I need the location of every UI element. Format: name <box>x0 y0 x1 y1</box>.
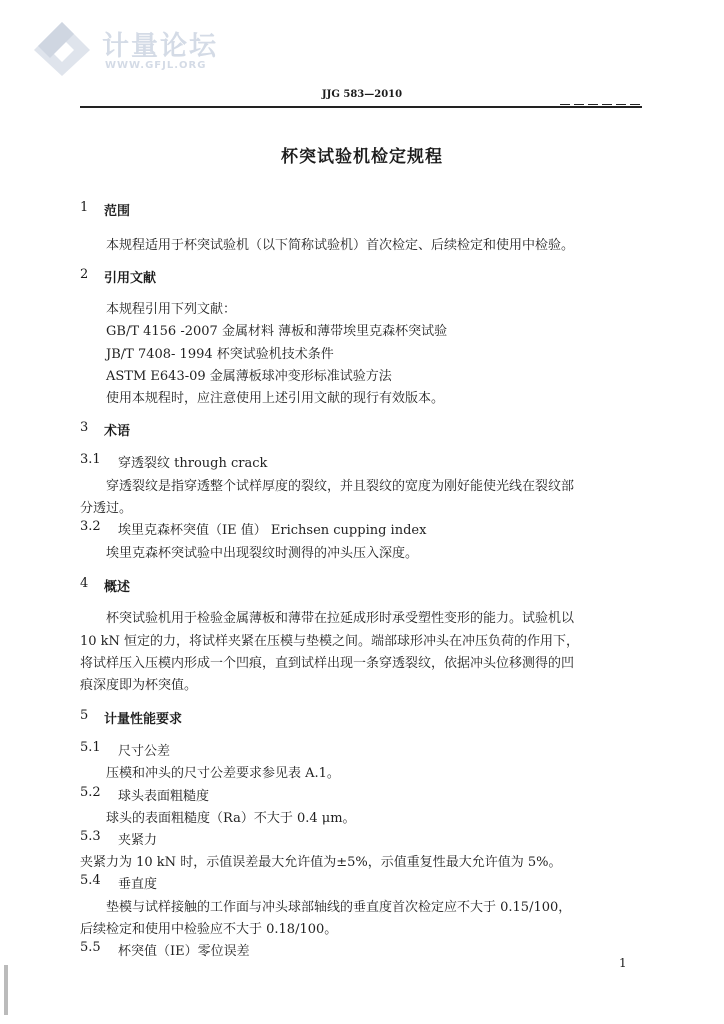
section-4-line: 10 kN 恒定的力，将试样夹紧在压模与垫模之间。端部球形冲头在冲压负荷的作用下， <box>80 634 580 649</box>
item-5-1-title: 尺寸公差 <box>118 744 171 759</box>
section-4-number: 4 <box>80 576 89 591</box>
section-3-heading: 术语 <box>104 424 131 439</box>
reference-item: ASTM E643-09 金属薄板球冲变形标准试验方法 <box>106 369 392 384</box>
section-3-number: 3 <box>80 420 89 435</box>
watermark-url: WWW.GFJL.ORG <box>105 60 207 71</box>
section-1-heading: 范围 <box>104 204 131 219</box>
term-3-2-title: 埃里克森杯突值（IE 值） Erichsen cupping index <box>118 523 427 538</box>
term-3-2-definition: 埃里克森杯突试验中出现裂纹时测得的冲头压入深度。 <box>106 546 419 561</box>
section-1-text: 本规程适用于杯突试验机（以下简称试验机）首次检定、后续检定和使用中检验。 <box>106 238 575 253</box>
watermark <box>30 20 260 80</box>
item-5-2-title: 球头表面粗糙度 <box>118 789 210 804</box>
item-5-4-number: 5.4 <box>80 873 101 888</box>
item-5-4-text: 垫模与试样接触的工作面与冲头球部轴线的垂直度首次检定应不大于 0.15/100， <box>106 900 572 915</box>
section-4-line: 将试样压入压模内形成一个凹痕，直到试样出现一条穿透裂纹，依据冲头位移测得的凹 <box>80 656 575 671</box>
term-3-1-number: 3.1 <box>80 452 101 467</box>
item-5-2-text: 球头的表面粗糙度（Ra）不大于 0.4 μm。 <box>106 811 356 826</box>
item-5-1-text: 压模和冲头的尺寸公差要求参见表 A.1。 <box>106 766 340 781</box>
section-4-heading: 概述 <box>104 580 131 595</box>
item-5-4-text-cont: 后续检定和使用中检验应不大于 0.18/100。 <box>80 922 338 937</box>
reference-item: JB/T 7408- 1994 杯突试验机技术条件 <box>106 347 334 362</box>
section-4-line: 痕深度即为杯突值。 <box>80 678 198 693</box>
page-number: 1 <box>619 956 627 970</box>
item-5-5-number: 5.5 <box>80 940 101 955</box>
item-5-3-text: 夹紧力为 10 kN 时，示值误差最大允许值为±5%，示值重复性最大允许值为 5%。 <box>80 855 562 870</box>
reference-item: GB/T 4156 -2007 金属材料 薄板和薄带埃里克森杯突试验 <box>106 324 448 339</box>
section-1-number: 1 <box>80 200 89 215</box>
item-5-3-number: 5.3 <box>80 829 101 844</box>
section-2-intro: 本规程引用下列文献： <box>106 302 237 317</box>
watermark-text: 计量论坛 <box>102 31 218 62</box>
section-2-heading: 引用文献 <box>104 271 157 286</box>
section-4-line: 杯突试验机用于检验金属薄板和薄带在拉延成形时承受塑性变形的能力。试验机以 <box>106 611 575 626</box>
section-2-note: 使用本规程时，应注意使用上述引用文献的现行有效版本。 <box>106 391 445 406</box>
section-5-number: 5 <box>80 708 89 723</box>
scan-edge-mark <box>4 965 8 1015</box>
term-3-1-title: 穿透裂纹 through crack <box>118 456 268 471</box>
section-5-heading: 计量性能要求 <box>104 712 183 727</box>
item-5-2-number: 5.2 <box>80 785 101 800</box>
header-rule-dashes <box>560 104 642 105</box>
item-5-1-number: 5.1 <box>80 740 101 755</box>
header-rule <box>80 106 642 108</box>
item-5-3-title: 夹紧力 <box>118 833 158 848</box>
term-3-1-definition-cont: 分透过。 <box>80 501 133 516</box>
page-title: 杯突试验机检定规程 <box>281 147 443 167</box>
item-5-4-title: 垂直度 <box>118 877 158 892</box>
standard-code: JJG 583—2010 <box>321 89 403 100</box>
item-5-5-title: 杯突值（IE）零位误差 <box>118 944 250 959</box>
term-3-1-definition: 穿透裂纹是指穿透整个试样厚度的裂纹，并且裂纹的宽度为刚好能使光线在裂纹部 <box>106 479 575 494</box>
watermark-logo-icon <box>30 20 94 78</box>
term-3-2-number: 3.2 <box>80 519 101 534</box>
section-2-number: 2 <box>80 267 89 282</box>
